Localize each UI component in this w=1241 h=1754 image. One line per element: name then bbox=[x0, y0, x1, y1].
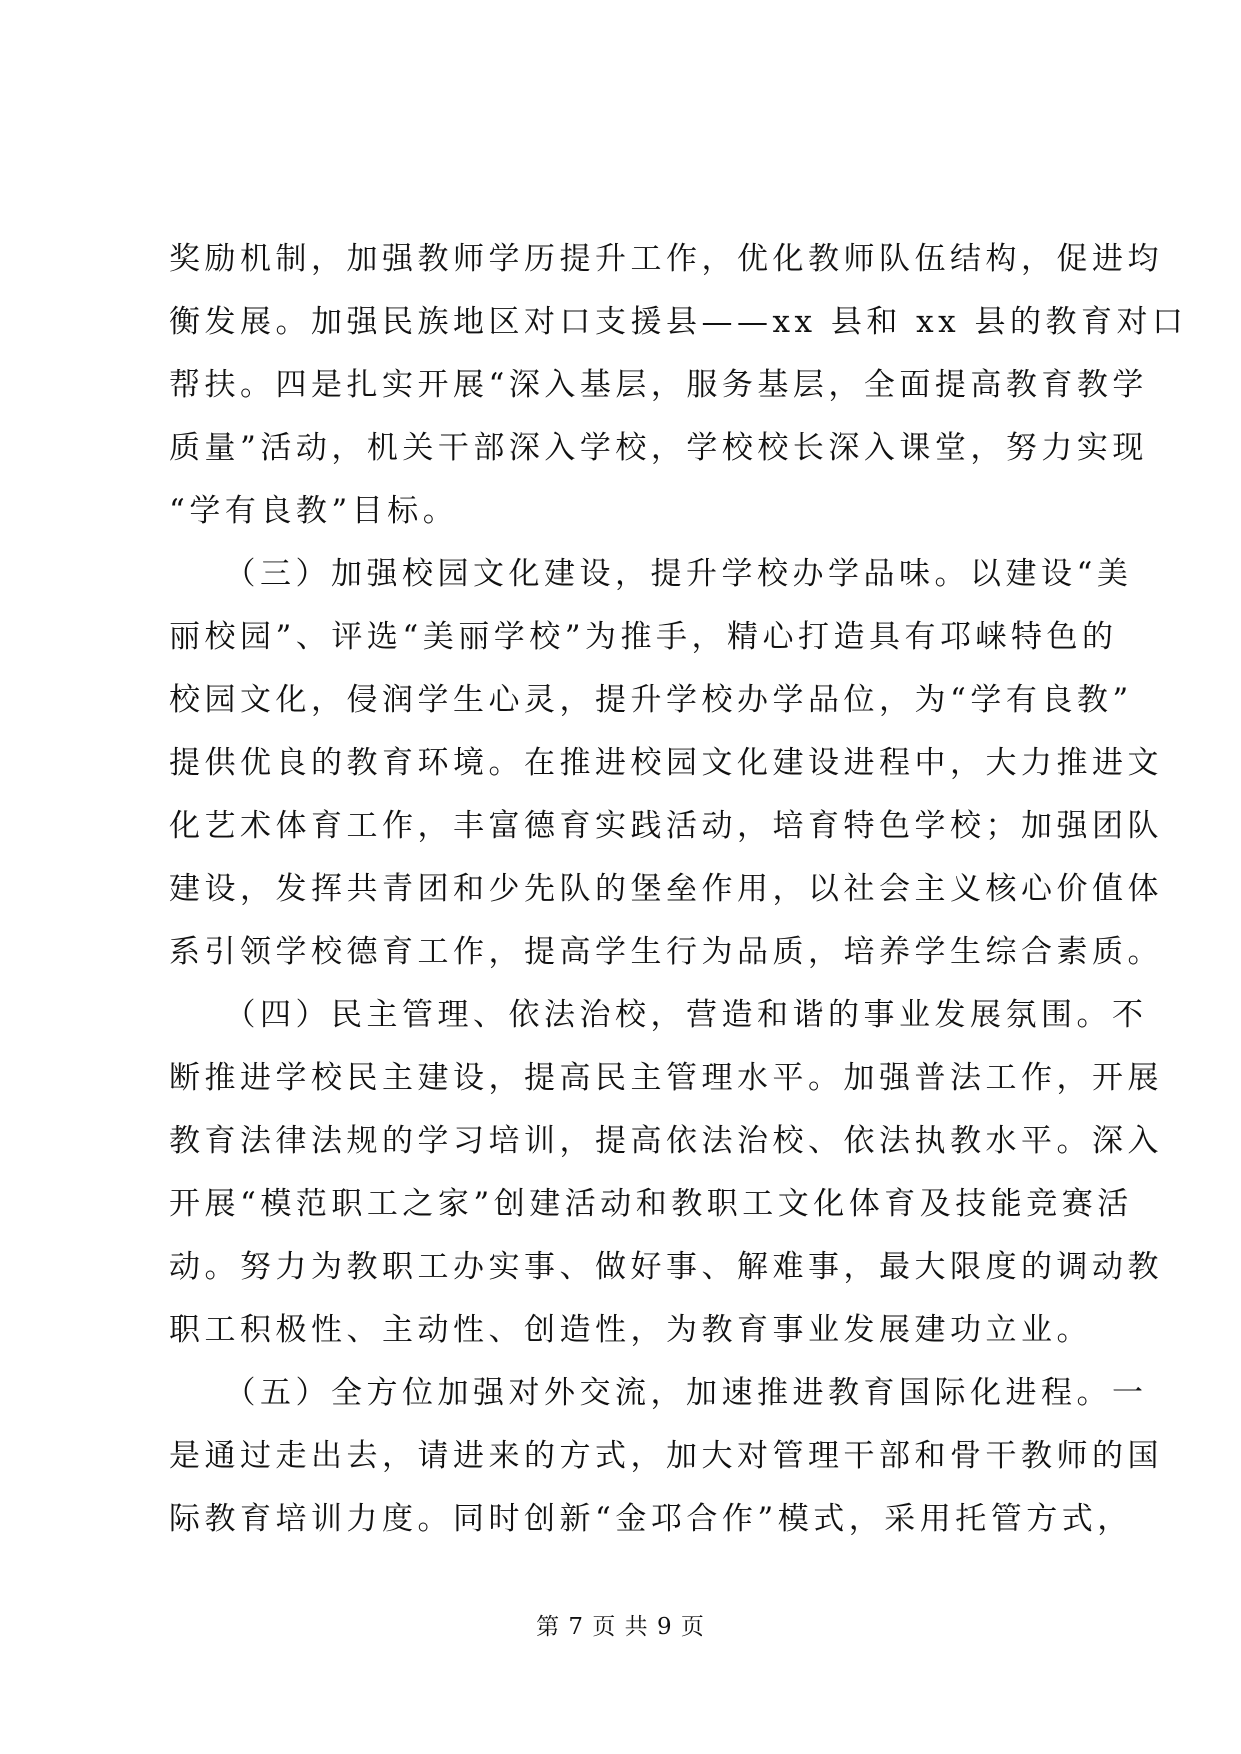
text-line: 提供优良的教育环境。在推进校园文化建设进程中，大力推进文 bbox=[169, 745, 1163, 781]
text-line: 奖励机制，加强教师学历提升工作，优化教师队伍结构，促进均 bbox=[169, 241, 1163, 277]
text-line: 建设，发挥共青团和少先队的堡垒作用，以社会主义核心价值体 bbox=[169, 871, 1163, 907]
text-line: 职工积极性、主动性、创造性，为教育事业发展建功立业。 bbox=[169, 1312, 1092, 1348]
text-line: 断推进学校民主建设，提高民主管理水平。加强普法工作，开展 bbox=[169, 1060, 1163, 1096]
text-line: （三）加强校园文化建设，提升学校办学品味。以建设“美 bbox=[169, 556, 1133, 592]
text-line: 丽校园”、评选“美丽学校”为推手，精心打造具有邛崃特色的 bbox=[169, 619, 1118, 655]
text-line: （五）全方位加强对外交流，加速推进教育国际化进程。一 bbox=[169, 1375, 1148, 1411]
text-line: 是通过走出去，请进来的方式，加大对管理干部和骨干教师的国 bbox=[169, 1438, 1163, 1474]
text-line: 衡发展。加强民族地区对口支援县——xx 县和 xx 县的教育对口 bbox=[169, 304, 1188, 340]
body-text bbox=[169, 228, 1188, 1551]
page-number-footer: 第 7 页 共 9 页 bbox=[536, 1614, 705, 1640]
text-line: 开展“模范职工之家”创建活动和教职工文化体育及技能竞赛活 bbox=[169, 1186, 1133, 1222]
text-line: 校园文化，侵润学生心灵，提升学校办学品位，为“学有良教” bbox=[169, 682, 1133, 718]
text-line: 化艺术体育工作，丰富德育实践活动，培育特色学校；加强团队 bbox=[169, 808, 1163, 844]
text-line: 帮扶。四是扎实开展“深入基层，服务基层，全面提高教育教学 bbox=[169, 367, 1148, 403]
text-line: 教育法律法规的学习培训，提高依法治校、依法执教水平。深入 bbox=[169, 1123, 1163, 1159]
text-line: “学有良教”目标。 bbox=[169, 493, 459, 529]
text-line: 动。努力为教职工办实事、做好事、解难事，最大限度的调动教 bbox=[169, 1249, 1163, 1285]
text-line: （四）民主管理、依法治校，营造和谐的事业发展氛围。不 bbox=[169, 997, 1148, 1033]
text-line: 系引领学校德育工作，提高学生行为品质，培养学生综合素质。 bbox=[169, 934, 1163, 970]
text-line: 质量”活动，机关干部深入学校，学校校长深入课堂，努力实现 bbox=[169, 430, 1148, 466]
text-line: 际教育培训力度。同时创新“金邛合作”模式，采用托管方式， bbox=[169, 1501, 1133, 1537]
